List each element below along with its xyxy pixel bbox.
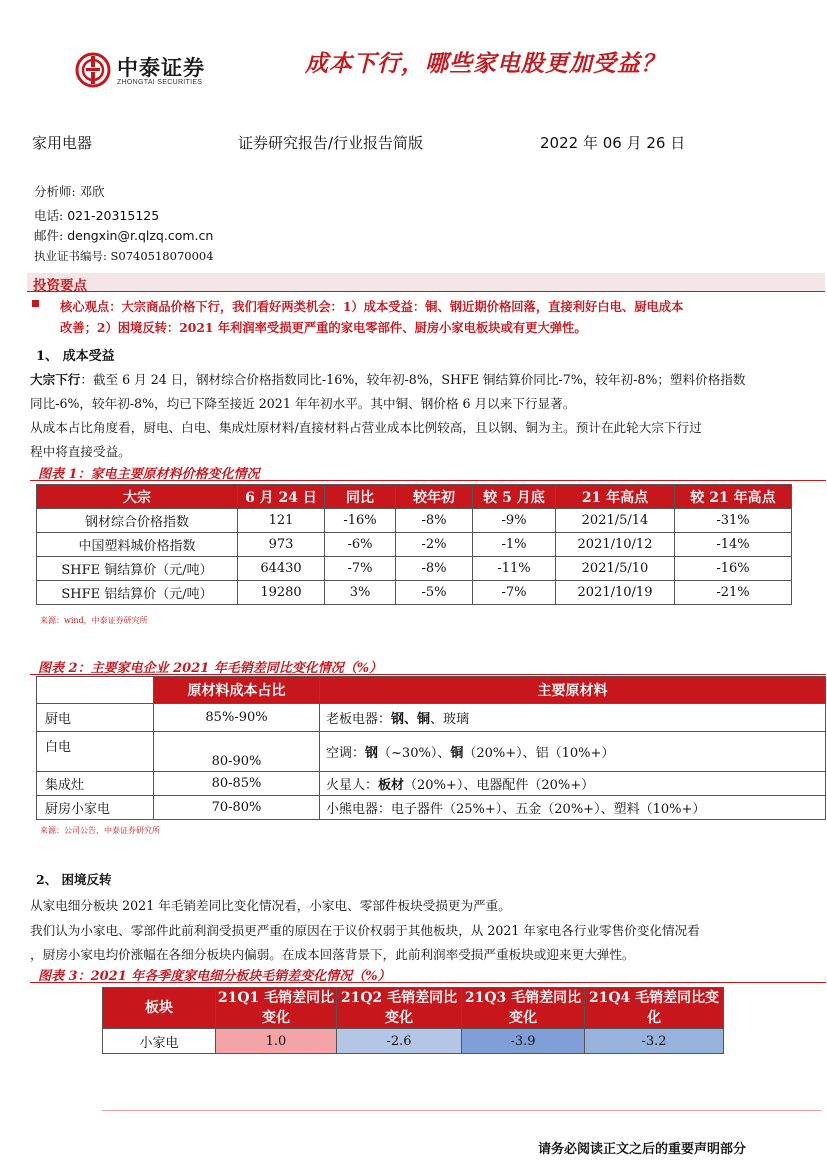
table-header-cell: 主要原材料 bbox=[320, 677, 826, 704]
material-bold: 钢 bbox=[365, 746, 379, 761]
table-cell: 2021/5/10 bbox=[556, 557, 675, 581]
fig2-title: 图表 2：主要家电企业 2021 年毛销差同比变化情况（%） bbox=[38, 661, 383, 676]
table-row bbox=[37, 772, 826, 796]
table-cell: 80-85% bbox=[154, 772, 320, 796]
table-row bbox=[37, 796, 826, 820]
table-cell: 973 bbox=[238, 533, 325, 557]
report-title: 成本下行，哪些家电股更加受益？ bbox=[305, 50, 665, 77]
table-cell: 19280 bbox=[238, 581, 325, 605]
table-cell: -14% bbox=[675, 533, 792, 557]
phone-label: 电话: bbox=[34, 208, 64, 223]
table-cell: -3.9 bbox=[462, 1029, 585, 1054]
table-cell: -7% bbox=[325, 557, 396, 581]
email-label: 邮件: bbox=[34, 228, 64, 243]
s1-para2-line1: 从成本占比角度看，厨电、白电、集成灶原材料/直接材料占营业成本比例较高，且以钢、铜为主。预计在此轮大宗下行过 bbox=[30, 420, 702, 435]
table-cell: 小家电 bbox=[103, 1029, 216, 1054]
bullet-icon bbox=[32, 300, 39, 307]
table-cell: 2021/5/14 bbox=[556, 509, 675, 533]
table-row bbox=[37, 533, 792, 557]
s1-para1-text: ：截至 6 月 24 日，钢材综合价格指数同比-16%，较年初-8%，SHFE 铜结算价同比-7%，较年初-8%；塑料价格指数 bbox=[80, 372, 746, 387]
table-header-cell: 原材料成本占比 bbox=[154, 677, 320, 704]
table-header-cell: 21Q1 毛销差同比变化 bbox=[216, 988, 337, 1029]
table-cell bbox=[320, 772, 826, 796]
report-date: 2022 年 06 月 26 日 bbox=[540, 134, 686, 152]
table-cell: -5% bbox=[396, 581, 473, 605]
table-cell: -3.2 bbox=[585, 1029, 724, 1054]
table-cell: 厨房小家电 bbox=[37, 796, 154, 820]
analyst-phone-row bbox=[34, 206, 159, 224]
fig1-title: 图表 1：家电主要原材料价格变化情况 bbox=[38, 467, 260, 482]
brand-name-en: ZHONGTAI SECURITIES bbox=[117, 79, 203, 86]
s1-para2-line2: 程中将直接受益。 bbox=[30, 444, 131, 459]
table-header-cell: 21Q2 毛销差同比变化 bbox=[337, 988, 462, 1029]
table-cell: 2021/10/12 bbox=[556, 533, 675, 557]
table-cell: -16% bbox=[325, 509, 396, 533]
key-view-line1: 核心观点：大宗商品价格下行，我们看好两类机会：1）成本受益：铜、钢近期价格回落，直接利好白电、厨电成本 bbox=[60, 299, 684, 314]
phone-value: 021-20315125 bbox=[67, 208, 160, 223]
table-row bbox=[37, 557, 792, 581]
footer-disclaimer: 请务必阅读正文之后的重要声明部分 bbox=[538, 1142, 747, 1157]
fig2-table bbox=[36, 676, 826, 820]
material-text: （20%+）、电器配件（20%+） bbox=[404, 778, 595, 793]
material-text: 老板电器： bbox=[326, 712, 392, 727]
table-cell: -21% bbox=[675, 581, 792, 605]
table-header-cell: 大宗 bbox=[37, 485, 238, 509]
fig2-title-bar bbox=[30, 656, 826, 675]
email-value[interactable]: dengxin@r.qlzq.com.cn bbox=[67, 228, 214, 243]
fig2-source: 来源：公司公告，中泰证券研究所 bbox=[40, 826, 160, 835]
analyst-email-row bbox=[34, 226, 213, 244]
table-cell: -7% bbox=[473, 581, 556, 605]
table-cell: 70-80% bbox=[154, 796, 320, 820]
table-row bbox=[103, 1029, 724, 1054]
table-header-cell: 21Q4 毛销差同比变化 bbox=[585, 988, 724, 1029]
material-text: 火星人： bbox=[326, 778, 379, 793]
table-header-cell: 板块 bbox=[103, 988, 216, 1029]
footer-divider bbox=[102, 1110, 822, 1111]
table-cell: SHFE 铝结算价（元/吨） bbox=[37, 581, 238, 605]
table-header-cell: 6 月 24 日 bbox=[238, 485, 325, 509]
table-cell: 3% bbox=[325, 581, 396, 605]
table-cell: 80-90% bbox=[154, 732, 320, 772]
section-title: 投资要点 bbox=[33, 278, 87, 294]
table-cell: 厨电 bbox=[37, 704, 154, 732]
analyst-name: 分析师: 邓欣 bbox=[34, 184, 105, 199]
table-header-cell: 较 5 月底 bbox=[473, 485, 556, 509]
report-type: 证券研究报告/行业报告简版 bbox=[238, 134, 424, 152]
s1-para1-line2: 同比-6%，较年初-8%，均已下降至接近 2021 年年初水平。其中铜、钢价格 6 月以来下行显著。 bbox=[30, 396, 576, 411]
fig1-source: 来源：wind，中泰证券研究所 bbox=[40, 616, 148, 625]
table-cell: -9% bbox=[473, 509, 556, 533]
table-cell: -2% bbox=[396, 533, 473, 557]
cert-number: 执业证书编号: S0740518070004 bbox=[34, 249, 214, 263]
table-row bbox=[37, 509, 792, 533]
table-cell: 64430 bbox=[238, 557, 325, 581]
table-header-row bbox=[103, 988, 724, 1029]
section2-heading: 2、 困境反转 bbox=[36, 872, 112, 887]
fig3-table bbox=[102, 987, 724, 1054]
table-cell: 中国塑料城价格指数 bbox=[37, 533, 238, 557]
company-logo bbox=[75, 52, 225, 92]
material-text: 空调： bbox=[326, 746, 366, 761]
table-cell: 85%-90% bbox=[154, 704, 320, 732]
material-text: 、玻璃 bbox=[430, 712, 470, 727]
logo-emblem-icon bbox=[75, 52, 111, 88]
table-header-cell bbox=[37, 677, 154, 704]
table-header-cell: 同比 bbox=[325, 485, 396, 509]
s2-para1: 从家电细分板块 2021 年毛销差同比变化情况看，小家电、零部件板块受损更为严重。 bbox=[30, 898, 511, 913]
table-cell bbox=[320, 796, 826, 820]
material-text: 小熊电器：电子器件（25%+）、五金（20%+）、塑料（10%+） bbox=[326, 802, 706, 817]
material-text: （20%+）、铝（10%+） bbox=[463, 746, 615, 761]
section1-heading: 1、 成本受益 bbox=[36, 349, 115, 364]
table-cell: 1.0 bbox=[216, 1029, 337, 1054]
table-header-row bbox=[37, 677, 826, 704]
material-bold: 钢、铜 bbox=[391, 712, 431, 727]
material-bold: 板材 bbox=[378, 778, 405, 793]
table-cell: 钢材综合价格指数 bbox=[37, 509, 238, 533]
table-cell bbox=[320, 704, 826, 732]
s2-para2-line1: 我们认为小家电、零部件此前利润受损更严重的原因在于议价权弱于其他板块，从 2021 年家电各行业零售价变化情况看 bbox=[30, 923, 700, 938]
table-cell bbox=[320, 732, 826, 772]
table-cell: 2021/10/19 bbox=[556, 581, 675, 605]
table-cell: -11% bbox=[473, 557, 556, 581]
table-header-row bbox=[37, 485, 792, 509]
key-view-line2: 改善；2）困境反转：2021 年利润率受损更严重的家电零部件、厨房小家电板块或有更大弹性。 bbox=[60, 320, 587, 335]
industry-label: 家用电器 bbox=[32, 134, 93, 152]
s1-para1-lead: 大宗下行 bbox=[30, 372, 81, 387]
table-cell: 集成灶 bbox=[37, 772, 154, 796]
table-header-cell: 21 年高点 bbox=[556, 485, 675, 509]
table-cell: -16% bbox=[675, 557, 792, 581]
material-text: （~30%）、 bbox=[378, 746, 451, 761]
s2-para2-line2: ，厨房小家电均价涨幅在各细分板块内偏弱。在成本回落背景下，此前利润率受损严重板块或迎来更大弹性。 bbox=[30, 947, 635, 962]
s1-para1-line1 bbox=[30, 369, 745, 388]
fig3-title: 图表 3：2021 年各季度家电细分板块毛销差变化情况（%） bbox=[38, 969, 391, 984]
table-cell: -1% bbox=[473, 533, 556, 557]
table-cell: 121 bbox=[238, 509, 325, 533]
table-cell: -8% bbox=[396, 509, 473, 533]
fig1-table bbox=[36, 484, 792, 605]
table-header-cell: 较 21 年高点 bbox=[675, 485, 792, 509]
material-bold: 铜 bbox=[450, 746, 464, 761]
table-cell: 白电 bbox=[37, 732, 154, 772]
table-header-cell: 21Q3 毛销差同比变化 bbox=[462, 988, 585, 1029]
table-cell: -6% bbox=[325, 533, 396, 557]
table-cell: -2.6 bbox=[337, 1029, 462, 1054]
fig3-title-bar bbox=[30, 964, 826, 983]
brand-name: 中泰证券 bbox=[117, 56, 205, 80]
table-cell: -8% bbox=[396, 557, 473, 581]
table-row bbox=[37, 704, 826, 732]
fig1-title-bar bbox=[30, 462, 826, 481]
table-row bbox=[37, 581, 792, 605]
section-title-bar bbox=[27, 273, 825, 292]
table-row bbox=[37, 732, 826, 772]
table-header-cell: 较年初 bbox=[396, 485, 473, 509]
table-cell: -31% bbox=[675, 509, 792, 533]
table-cell: SHFE 铜结算价（元/吨） bbox=[37, 557, 238, 581]
